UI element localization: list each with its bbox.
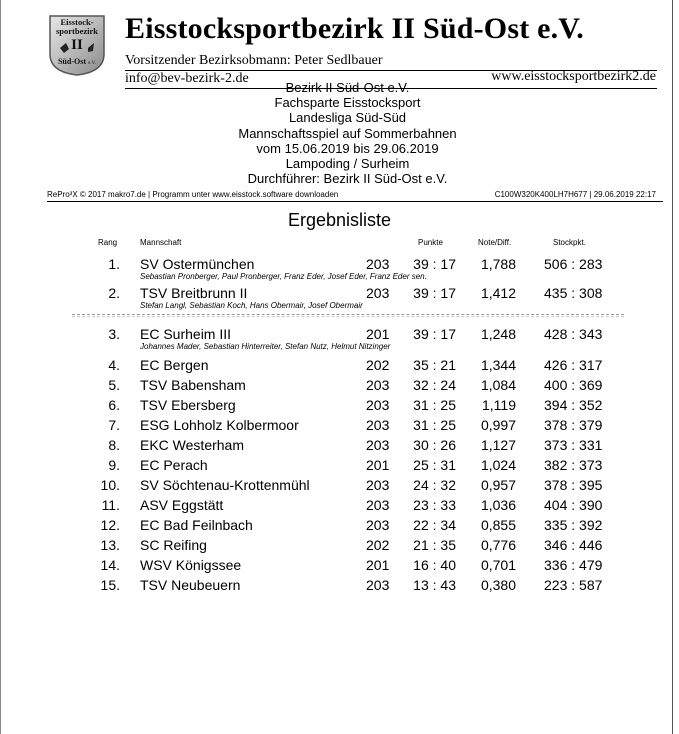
row-stock-points: 426 : 317 xyxy=(544,357,603,373)
row-stock-points: 373 : 331 xyxy=(544,437,603,453)
row-points: 39 : 17 xyxy=(413,285,456,301)
email-address: info@bev-bezirk-2.de xyxy=(125,71,249,86)
chairman-line: Vorsitzender Bezirksobmann: Peter Sedlbauer xyxy=(125,53,383,68)
website-address: www.eisstocksportbezirk2.de xyxy=(491,69,656,84)
row-number: 203 xyxy=(366,377,390,393)
page-edge-right xyxy=(672,0,673,734)
logo-text-line5: e.V. xyxy=(88,61,96,66)
row-team: TSV Babensham xyxy=(140,377,246,393)
column-header-note: Note/Diff. xyxy=(478,238,512,247)
row-note-diff: 0,776 xyxy=(480,537,516,553)
column-header-points: Punkte xyxy=(418,238,443,247)
row-rank: 13. xyxy=(100,537,120,553)
results-title: Ergebnisliste xyxy=(287,210,392,230)
row-team: EC Perach xyxy=(140,457,208,473)
row-stock-points: 382 : 373 xyxy=(544,457,603,473)
row-number: 203 xyxy=(366,577,390,593)
row-points: 39 : 17 xyxy=(413,256,456,272)
row-stock-points: 223 : 587 xyxy=(544,577,603,593)
row-team: TSV Ebersberg xyxy=(140,397,236,413)
row-points: 35 : 21 xyxy=(413,357,456,373)
row-team: ASV Eggstätt xyxy=(140,497,224,513)
event-location: Lampoding / Surheim xyxy=(285,156,410,172)
row-points: 21 : 35 xyxy=(413,537,456,553)
row-stock-points: 346 : 446 xyxy=(544,537,603,553)
meta-divider xyxy=(47,201,663,202)
row-stock-points: 428 : 343 xyxy=(544,326,603,342)
row-note-diff: 0,701 xyxy=(480,557,516,573)
row-rank: 3. xyxy=(108,326,120,342)
row-note-diff: 0,380 xyxy=(480,577,516,593)
row-number: 203 xyxy=(366,417,390,433)
row-note-diff: 1,344 xyxy=(480,357,516,373)
row-stock-points: 335 : 392 xyxy=(544,517,603,533)
row-players: Sebastian Pronberger, Paul Pronberger, Franz Eder, Josef Eder, Franz Eder sen. xyxy=(140,272,427,281)
row-stock-points: 378 : 379 xyxy=(544,417,603,433)
column-header-rank: Rang xyxy=(98,238,118,247)
row-team: EC Bergen xyxy=(140,357,209,373)
event-header xyxy=(160,80,535,186)
row-number: 203 xyxy=(366,256,390,272)
row-number: 202 xyxy=(366,357,390,373)
row-team: SV Söchtenau-Krottenmühl xyxy=(140,477,310,493)
row-rank: 4. xyxy=(108,357,120,373)
organization-name: Eisstocksportbezirk II Süd-Ost e.V. xyxy=(125,12,585,45)
row-points: 25 : 31 xyxy=(413,457,456,473)
row-rank: 12. xyxy=(100,517,120,533)
row-points: 22 : 34 xyxy=(413,517,456,533)
row-note-diff: 1,084 xyxy=(480,377,516,393)
row-rank: 2. xyxy=(108,285,120,301)
row-team: SC Reifing xyxy=(140,537,207,553)
logo-text-line2: sportbezirk xyxy=(55,26,99,36)
row-rank: 15. xyxy=(100,577,120,593)
row-points: 32 : 24 xyxy=(413,377,456,393)
row-note-diff: 1,248 xyxy=(480,326,516,342)
row-team: EC Bad Feilnbach xyxy=(140,517,253,533)
row-note-diff: 1,412 xyxy=(480,285,516,301)
row-number: 201 xyxy=(366,326,390,342)
page-edge-left xyxy=(0,0,1,734)
row-points: 23 : 33 xyxy=(413,497,456,513)
event-type: Mannschaftsspiel auf Sommerbahnen xyxy=(238,125,457,141)
row-rank: 5. xyxy=(108,377,120,393)
row-stock-points: 435 : 308 xyxy=(544,285,603,301)
software-credit: RePro³X © 2017 makro7.de | Programm unter www.eisstock.software downloaden xyxy=(47,190,339,199)
row-number: 203 xyxy=(366,397,390,413)
column-header-team: Mannschaft xyxy=(140,238,182,247)
row-points: 24 : 32 xyxy=(413,477,456,493)
row-number: 201 xyxy=(366,457,390,473)
row-stock-points: 336 : 479 xyxy=(544,557,603,573)
row-note-diff: 0,957 xyxy=(480,477,516,493)
row-stock-points: 404 : 390 xyxy=(544,497,603,513)
logo-text-line4: Süd-Ost xyxy=(57,57,87,66)
row-number: 203 xyxy=(366,437,390,453)
promotion-separator-shadow xyxy=(72,316,624,317)
row-rank: 11. xyxy=(101,497,120,513)
event-league: Landesliga Süd-Süd xyxy=(288,110,407,126)
row-rank: 6. xyxy=(108,397,120,413)
event-dates: vom 15.06.2019 bis 29.06.2019 xyxy=(256,140,439,156)
row-points: 16 : 40 xyxy=(413,557,456,573)
row-points: 39 : 17 xyxy=(413,326,456,342)
row-note-diff: 1,127 xyxy=(480,437,516,453)
row-points: 31 : 25 xyxy=(413,397,456,413)
row-note-diff: 1,036 xyxy=(480,497,516,513)
row-points: 30 : 26 xyxy=(413,437,456,453)
column-header-stock: Stockpkt. xyxy=(553,238,586,247)
event-organizer: Bezirk II Süd-Ost e.V. xyxy=(285,80,410,95)
row-stock-points: 400 : 369 xyxy=(544,377,603,393)
club-logo-seal xyxy=(46,14,108,76)
print-code-timestamp: C100W320K400LH7H677 | 29.06.2019 22:17 xyxy=(494,190,656,199)
row-players: Johannes Mader, Sebastian Hinterreiter, Stefan Nutz, Helmut Nitzinger xyxy=(140,342,391,351)
logo-text-line3: II xyxy=(71,37,83,53)
row-rank: 9. xyxy=(108,457,120,473)
row-rank: 10. xyxy=(100,477,120,493)
row-team: ESG Lohholz Kolbermoor xyxy=(140,417,299,433)
row-stock-points: 506 : 283 xyxy=(544,256,603,272)
row-number: 203 xyxy=(366,517,390,533)
row-stock-points: 394 : 352 xyxy=(544,397,603,413)
row-team: TSV Breitbrunn II xyxy=(140,285,248,301)
row-note-diff: 1,024 xyxy=(480,457,516,473)
row-number: 203 xyxy=(366,497,390,513)
row-note-diff: 1,119 xyxy=(482,397,516,413)
row-points: 31 : 25 xyxy=(413,417,456,433)
row-note-diff: 0,997 xyxy=(480,417,516,433)
row-team: TSV Neubeuern xyxy=(140,577,241,593)
row-note-diff: 1,788 xyxy=(480,256,516,272)
row-team: WSV Königssee xyxy=(140,557,242,573)
promotion-separator xyxy=(72,314,624,315)
row-points: 13 : 43 xyxy=(413,577,456,593)
row-note-diff: 0,855 xyxy=(480,517,516,533)
row-rank: 14. xyxy=(100,557,120,573)
row-number: 203 xyxy=(366,477,390,493)
row-number: 201 xyxy=(366,557,390,573)
row-team: SV Ostermünchen xyxy=(140,256,255,272)
event-division: Fachsparte Eisstocksport xyxy=(274,95,421,111)
row-team: EC Surheim III xyxy=(140,326,232,342)
row-number: 202 xyxy=(366,537,390,553)
row-team: EKC Westerham xyxy=(140,437,244,453)
row-stock-points: 378 : 395 xyxy=(544,477,603,493)
row-players: Stefan Langl, Sebastian Koch, Hans Obermair, Josef Obermair xyxy=(140,301,363,310)
row-number: 203 xyxy=(366,285,390,301)
row-rank: 8. xyxy=(108,437,120,453)
logo-text-line1: Eisstock- xyxy=(60,17,94,27)
row-rank: 1. xyxy=(108,256,120,272)
event-host: Durchführer: Bezirk II Süd-Ost e.V. xyxy=(247,171,448,187)
row-rank: 7. xyxy=(108,417,120,433)
